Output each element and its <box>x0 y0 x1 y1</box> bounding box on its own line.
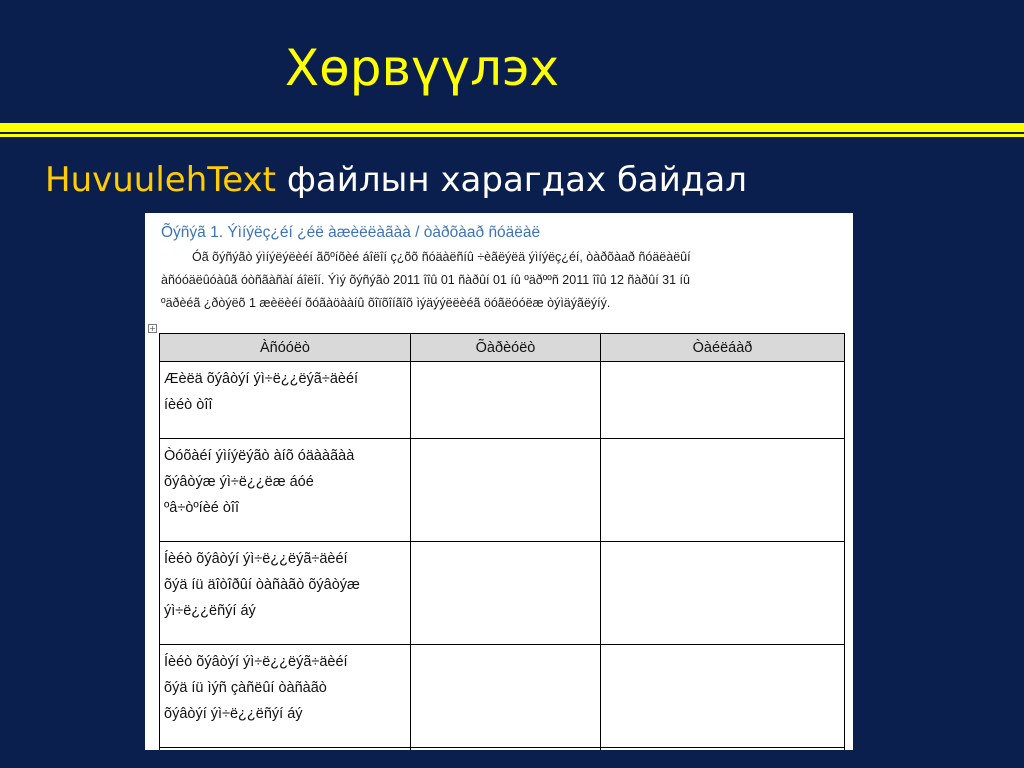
table-header-cell: Òàéëáàð <box>601 334 845 362</box>
table-row <box>160 542 845 645</box>
table-row <box>160 645 845 748</box>
title-divider-thick <box>0 123 1024 132</box>
paragraph-line: ºäðèéã ¿ðòýëõ 1 æèëèéí õóãàöààíû õîïõîíãîõ ìýäýýëëèéã öóãëóóëæ òýìäýãëýíý. <box>161 296 611 310</box>
cell-text-line: õýä íü äîòîðûí òàñàãò õýâòýæ <box>164 577 360 593</box>
table-header-row <box>160 334 845 362</box>
table-header-cell: Àñóóëò <box>160 334 411 362</box>
document-screenshot <box>145 213 853 750</box>
table-cell[interactable] <box>601 542 845 645</box>
slide-title: Хөрвүүлэх <box>284 39 560 97</box>
table-move-handle-icon[interactable]: + <box>149 324 156 333</box>
cell-text-line: õýâòýí ýì÷ë¿¿ëñýí áý <box>164 706 303 722</box>
table-cell[interactable] <box>160 748 411 751</box>
document-paragraph <box>161 246 845 315</box>
table-cell[interactable] <box>601 439 845 542</box>
table-cell[interactable] <box>411 542 601 645</box>
table-cell[interactable] <box>601 362 845 439</box>
subtitle-text: файлын харагдах байдал <box>276 160 747 200</box>
table-cell[interactable] <box>160 645 411 748</box>
slide-subtitle <box>45 158 747 202</box>
table-cell[interactable] <box>411 362 601 439</box>
cell-text-line: Æèëä õýâòýí ýì÷ë¿¿ëýã÷äèéí <box>164 371 359 387</box>
table-cell[interactable] <box>160 542 411 645</box>
cell-text-line: Íèéò õýâòýí ýì÷ë¿¿ëýã÷äèéí <box>164 551 348 567</box>
table-cell[interactable] <box>411 748 601 751</box>
cell-text-line: õýä íü ìýñ çàñëûí òàñàãò <box>164 680 327 696</box>
document-table <box>159 333 845 750</box>
cell-text-line: ýì÷ë¿¿ëñýí áý <box>164 603 256 619</box>
table-row <box>160 748 845 751</box>
table-row <box>160 439 845 542</box>
paragraph-line: àñóóäëûóàûã óòñãàñàí áîëîí. Ýìý õýñýãò 2011 îîû 01 ñàðûí 01 íû ºäðººñ 2011 îîû 12 ñàðûí 31 íû <box>161 273 690 287</box>
cell-text-line: ºâ÷òºíèé òîî <box>164 500 239 516</box>
title-divider-thin <box>0 134 1024 137</box>
table-cell[interactable] <box>160 362 411 439</box>
table-cell[interactable] <box>411 645 601 748</box>
cell-text-line: õýâòýæ ýì÷ë¿¿ëæ áóé <box>164 474 314 490</box>
cell-text-line: Òóõàéí ýìíýëýãò àíõ óäààãàà <box>164 448 355 464</box>
subtitle-keyword: HuvuulehText <box>45 160 277 200</box>
table-row <box>160 362 845 439</box>
document-heading: Õýñýã 1. Ýìíýëç¿éí ¿éë àæèëëàãàà / òàðõàað ñóäëàë <box>161 224 541 241</box>
table-cell[interactable] <box>601 748 845 751</box>
table-cell[interactable] <box>411 439 601 542</box>
table-cell[interactable] <box>160 439 411 542</box>
paragraph-line: Óã õýñýãò ýìíýëýëèéí ãõºíõèé áîëîí ç¿õõ ñóäàëñíû ÷èãëýëä ýìíýëç¿éí, òàðõàað ñóäëàëûí <box>192 250 691 264</box>
cell-text-line: Íèéò õýâòýí ýì÷ë¿¿ëýã÷äèéí <box>164 654 348 670</box>
cell-text-line: íèéò òîî <box>164 397 213 413</box>
table-cell[interactable] <box>601 645 845 748</box>
table-header-cell: Õàðèóëò <box>411 334 601 362</box>
